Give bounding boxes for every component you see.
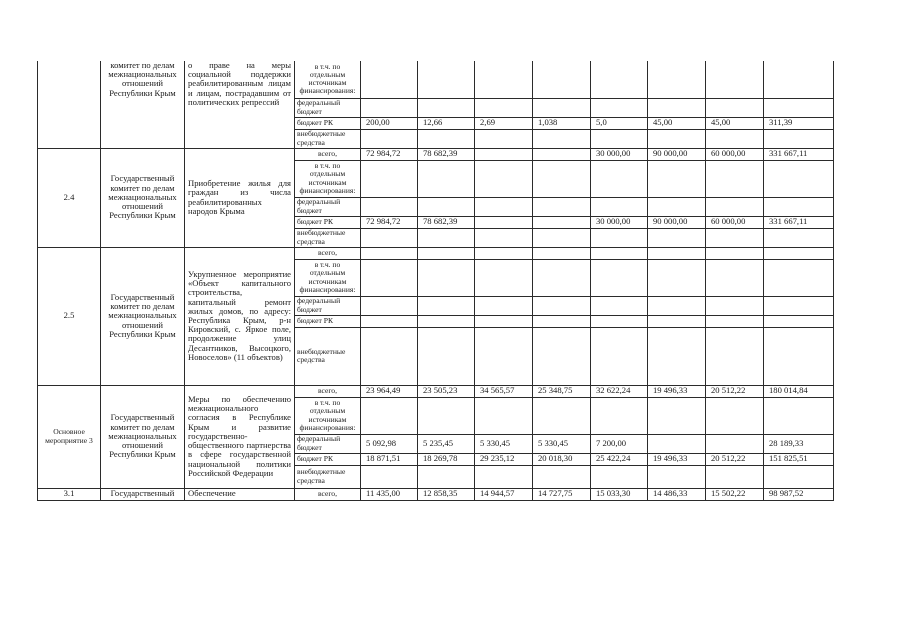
value-cell: 20 018,30 <box>533 453 591 465</box>
value-cell: 20 512,22 <box>706 453 764 465</box>
value-cell: 18 269,78 <box>418 453 475 465</box>
value-cell <box>764 61 834 98</box>
value-cell <box>418 327 475 385</box>
value-cell <box>706 247 764 259</box>
value-cell <box>706 397 764 434</box>
value-cell <box>418 228 475 247</box>
value-cell <box>475 98 533 117</box>
source-label: в т.ч. по отдельным источникам финансирования: <box>295 160 361 197</box>
row-number <box>38 61 101 148</box>
value-cell: 29 235,12 <box>475 453 533 465</box>
value-cell <box>361 315 418 327</box>
value-cell <box>533 327 591 385</box>
value-cell: 12 858,35 <box>418 488 475 500</box>
value-cell <box>533 129 591 148</box>
measure-cell: о праве на меры социальной поддержки реабилитированным лицам и лицам, пострадавшим от политических репрессий <box>185 61 295 148</box>
value-cell <box>706 259 764 296</box>
value-cell <box>648 315 706 327</box>
value-cell <box>648 98 706 117</box>
value-cell <box>361 197 418 216</box>
source-label: бюджет РК <box>295 453 361 465</box>
value-cell <box>764 197 834 216</box>
value-cell: 5 235,45 <box>418 434 475 453</box>
source-label: бюджет РК <box>295 315 361 327</box>
value-cell <box>533 465 591 488</box>
value-cell: 25 348,75 <box>533 385 591 397</box>
value-cell <box>591 327 648 385</box>
value-cell: 90 000,00 <box>648 148 706 160</box>
value-cell: 14 727,75 <box>533 488 591 500</box>
value-cell <box>475 465 533 488</box>
value-cell <box>475 129 533 148</box>
value-cell <box>764 129 834 148</box>
table-row <box>38 488 834 500</box>
value-cell <box>706 296 764 315</box>
value-cell <box>418 259 475 296</box>
value-cell <box>475 228 533 247</box>
executor-cell: Государственный комитет по делам межнациональных отношений Республики Крым <box>101 247 185 385</box>
value-cell: 5 330,45 <box>533 434 591 453</box>
table-row <box>38 148 834 160</box>
value-cell: 23 505,23 <box>418 385 475 397</box>
value-cell <box>764 98 834 117</box>
value-cell <box>361 327 418 385</box>
value-cell: 5 092,98 <box>361 434 418 453</box>
source-label: всего, <box>295 385 361 397</box>
value-cell <box>648 327 706 385</box>
value-cell <box>591 160 648 197</box>
value-cell <box>533 148 591 160</box>
source-label: внебюджетные средства <box>295 129 361 148</box>
value-cell: 72 984,72 <box>361 148 418 160</box>
source-label: федеральный бюджет <box>295 98 361 117</box>
value-cell <box>533 247 591 259</box>
value-cell <box>475 197 533 216</box>
value-cell <box>475 61 533 98</box>
source-label: внебюджетные средства <box>295 465 361 488</box>
value-cell <box>706 129 764 148</box>
measure-cell: Приобретение жилья для граждан из числа реабилитированных народов Крыма <box>185 148 295 247</box>
value-cell <box>591 465 648 488</box>
value-cell <box>764 259 834 296</box>
source-label: в т.ч. по отдельным источникам финансирования: <box>295 61 361 98</box>
value-cell <box>591 98 648 117</box>
value-cell <box>591 259 648 296</box>
table-row <box>38 247 834 259</box>
value-cell: 32 622,24 <box>591 385 648 397</box>
executor-cell: Государственный <box>101 488 185 500</box>
value-cell <box>648 434 706 453</box>
value-cell <box>706 61 764 98</box>
value-cell <box>533 315 591 327</box>
value-cell: 14 486,33 <box>648 488 706 500</box>
value-cell <box>706 434 764 453</box>
value-cell: 11 435,00 <box>361 488 418 500</box>
value-cell: 78 682,39 <box>418 148 475 160</box>
value-cell <box>533 216 591 228</box>
value-cell <box>475 160 533 197</box>
value-cell: 200,00 <box>361 117 418 129</box>
source-label: всего, <box>295 488 361 500</box>
value-cell <box>418 98 475 117</box>
source-label: внебюджетные средства <box>295 327 361 385</box>
measure-cell: Меры по обеспечению межнационального согласия в Республике Крым и развитие государственно-общественного партнерства в сфере государственной национальной политики Российской Федерации <box>185 385 295 488</box>
value-cell: 25 422,24 <box>591 453 648 465</box>
source-label: всего, <box>295 148 361 160</box>
value-cell <box>648 160 706 197</box>
value-cell <box>591 296 648 315</box>
value-cell <box>648 247 706 259</box>
value-cell <box>475 327 533 385</box>
value-cell: 34 565,57 <box>475 385 533 397</box>
value-cell <box>706 98 764 117</box>
value-cell <box>418 61 475 98</box>
value-cell <box>533 228 591 247</box>
value-cell <box>418 296 475 315</box>
value-cell: 311,39 <box>764 117 834 129</box>
value-cell: 72 984,72 <box>361 216 418 228</box>
value-cell <box>361 465 418 488</box>
value-cell <box>591 61 648 98</box>
source-label: в т.ч. по отдельным источникам финансирования: <box>295 259 361 296</box>
value-cell <box>361 129 418 148</box>
value-cell <box>591 247 648 259</box>
value-cell: 331 667,11 <box>764 216 834 228</box>
value-cell: 15 033,30 <box>591 488 648 500</box>
value-cell <box>764 465 834 488</box>
value-cell <box>533 259 591 296</box>
value-cell <box>418 465 475 488</box>
source-label: федеральный бюджет <box>295 434 361 453</box>
value-cell: 14 944,57 <box>475 488 533 500</box>
value-cell <box>764 247 834 259</box>
source-label: федеральный бюджет <box>295 197 361 216</box>
value-cell <box>648 259 706 296</box>
value-cell <box>764 327 834 385</box>
value-cell <box>361 160 418 197</box>
value-cell <box>648 61 706 98</box>
value-cell <box>475 216 533 228</box>
value-cell <box>648 228 706 247</box>
executor-cell: Государственный комитет по делам межнациональных отношений Республики Крым <box>101 148 185 247</box>
value-cell: 45,00 <box>706 117 764 129</box>
value-cell <box>706 228 764 247</box>
source-label: бюджет РК <box>295 216 361 228</box>
row-number: Основное мероприятие 3 <box>38 385 101 488</box>
value-cell <box>361 228 418 247</box>
value-cell <box>706 315 764 327</box>
value-cell <box>648 197 706 216</box>
value-cell: 18 871,51 <box>361 453 418 465</box>
source-label: в т.ч. по отдельным источникам финансирования: <box>295 397 361 434</box>
executor-cell: Государственный комитет по делам межнациональных отношений Республики Крым <box>101 385 185 488</box>
budget-table <box>37 61 834 501</box>
value-cell <box>418 197 475 216</box>
value-cell: 23 964,49 <box>361 385 418 397</box>
value-cell <box>533 160 591 197</box>
executor-cell: комитет по делам межнациональных отношений Республики Крым <box>101 61 185 148</box>
value-cell <box>475 259 533 296</box>
value-cell <box>591 397 648 434</box>
value-cell <box>648 465 706 488</box>
value-cell <box>764 315 834 327</box>
value-cell: 45,00 <box>648 117 706 129</box>
value-cell <box>361 296 418 315</box>
value-cell: 151 825,51 <box>764 453 834 465</box>
value-cell <box>475 296 533 315</box>
value-cell <box>706 327 764 385</box>
value-cell: 90 000,00 <box>648 216 706 228</box>
value-cell: 1,038 <box>533 117 591 129</box>
value-cell: 7 200,00 <box>591 434 648 453</box>
value-cell <box>533 296 591 315</box>
value-cell: 19 496,33 <box>648 453 706 465</box>
value-cell: 5,0 <box>591 117 648 129</box>
value-cell <box>591 129 648 148</box>
value-cell <box>706 160 764 197</box>
row-number: 2.5 <box>38 247 101 385</box>
measure-cell: Укрупненное мероприятие «Объект капитального строительства, капитальный ремонт жилых домов, по адресу: Республика Крым, р-н Кировский, с. Яркое поле, продолжение улиц Десантников, Высоцкого, Новоселов» (11 объектов) <box>185 247 295 385</box>
source-label: федеральный бюджет <box>295 296 361 315</box>
value-cell <box>591 197 648 216</box>
value-cell: 60 000,00 <box>706 148 764 160</box>
value-cell <box>764 228 834 247</box>
value-cell <box>648 397 706 434</box>
table-row <box>38 61 834 98</box>
value-cell <box>361 61 418 98</box>
value-cell: 28 189,33 <box>764 434 834 453</box>
source-label: внебюджетные средства <box>295 228 361 247</box>
value-cell: 15 502,22 <box>706 488 764 500</box>
budget-document <box>37 61 834 501</box>
measure-cell: Обеспечение <box>185 488 295 500</box>
value-cell: 98 987,52 <box>764 488 834 500</box>
value-cell <box>533 61 591 98</box>
value-cell <box>418 315 475 327</box>
value-cell <box>475 397 533 434</box>
value-cell <box>764 160 834 197</box>
value-cell <box>764 296 834 315</box>
value-cell <box>591 315 648 327</box>
value-cell: 5 330,45 <box>475 434 533 453</box>
value-cell: 180 014,84 <box>764 385 834 397</box>
table-row <box>38 385 834 397</box>
value-cell <box>764 397 834 434</box>
value-cell <box>706 465 764 488</box>
value-cell <box>648 296 706 315</box>
value-cell <box>475 148 533 160</box>
value-cell <box>361 397 418 434</box>
value-cell <box>648 129 706 148</box>
source-label: бюджет РК <box>295 117 361 129</box>
value-cell: 19 496,33 <box>648 385 706 397</box>
value-cell <box>533 197 591 216</box>
value-cell: 30 000,00 <box>591 148 648 160</box>
value-cell <box>475 315 533 327</box>
row-number: 3.1 <box>38 488 101 500</box>
row-number: 2.4 <box>38 148 101 247</box>
value-cell <box>418 160 475 197</box>
value-cell: 331 667,11 <box>764 148 834 160</box>
value-cell: 12,66 <box>418 117 475 129</box>
value-cell <box>361 259 418 296</box>
value-cell <box>475 247 533 259</box>
source-label: всего, <box>295 247 361 259</box>
value-cell <box>533 397 591 434</box>
value-cell <box>361 98 418 117</box>
value-cell <box>591 228 648 247</box>
value-cell: 2,69 <box>475 117 533 129</box>
value-cell <box>418 247 475 259</box>
value-cell: 60 000,00 <box>706 216 764 228</box>
value-cell <box>533 98 591 117</box>
value-cell <box>706 197 764 216</box>
value-cell: 78 682,39 <box>418 216 475 228</box>
value-cell: 30 000,00 <box>591 216 648 228</box>
value-cell <box>418 397 475 434</box>
value-cell <box>361 247 418 259</box>
value-cell <box>418 129 475 148</box>
value-cell: 20 512,22 <box>706 385 764 397</box>
